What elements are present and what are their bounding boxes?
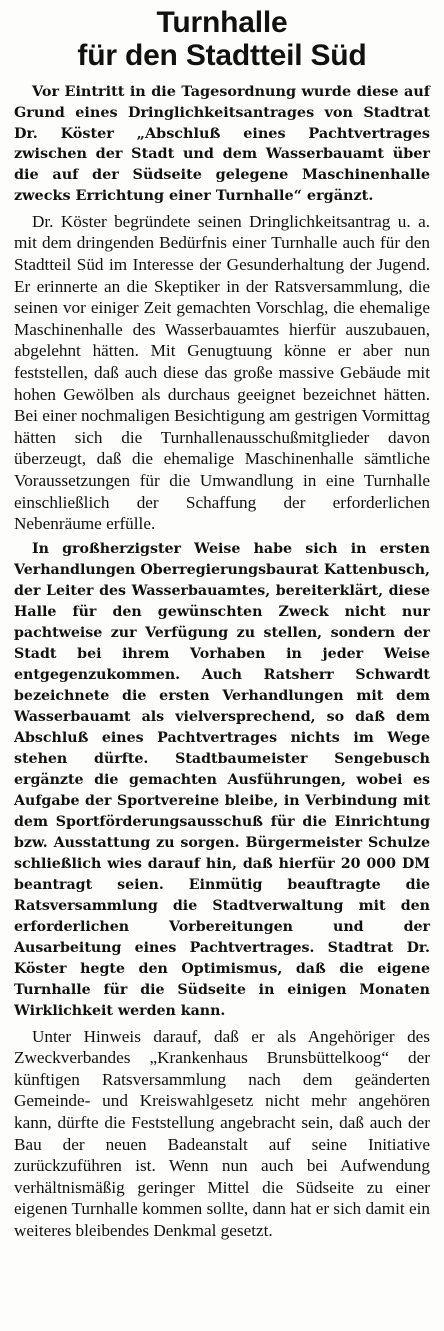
paragraph-negotiations: In großherzigster Weise habe sich in ersten Verhandlungen Oberregierungsbaurat Kattenbusch, der Leiter des Wasserbauamtes, bereiterklärt, diese Halle für den gewünschten Zweck nicht nur pachtweise zur Verfügung zu stellen, sondern der Stadt bei ihrem Vorhaben in jeder Weise entgegenzukommen. Auch Ratsherr Schwardt bezeichnete die ersten Verhandlungen mit dem Wasserbauamt als vielversprechend, so daß dem Abschluß eines Pachtvertrages nichts im Wege stehen dürfte. Stadtbaumeister Sengebusch ergänzte die gemachten Ausführungen, wobei es Aufgabe der Sportvereine bleibe, in Verbindung mit dem Sportförderungsausschuß für die Einrichtung bzw. Ausstattung zu sorgen. Bürgermeister Schulze schließlich wies darauf hin, daß hierfür 20 000 DM beantragt seien. Einmütig beauftragte die Ratsversammlung die Stadtverwaltung mit den erforderlichen Vorbereitungen und der Ausarbeitung eines Pachtvertrages. Stadtrat Dr. Köster hegte den Optimismus, daß die eigene Turnhalle für die Südseite in einigen Monaten Wirklichkeit werden kann. (14, 540, 430, 1019)
paragraph-koester-statement: Dr. Köster begründete seinen Dringlichkeitsantrag u. a. mit dem dringenden Bedürfnis einer Turnhalle auch für den Stadtteil Süd im Interesse der Gesunderhaltung der Jugend. Er erinnerte an die Skeptiker in der Ratsversammlung, die seinen vor einiger Zeit gemachten Vorschlag, die ehemalige Maschinenhalle des Wasserbauamtes hierfür auszubauen, abgelehnt hätten. Mit Genugtuung könne er aber nun feststellen, daß auch diese das große massive Gebäude mit hohen Gewölben als durchaus geeignet bezeichnet hätten. Bei einer nochmaligen Besichtigung am gestrigen Vormittag hätten sich die Turnhallenausschußmitglieder davon überzeugt, daß die ehemalige Maschinenhalle sämtliche Voraussetzungen für die Umwandlung in eine Turnhalle einschließlich der Schaffung der erforderlichen Nebenräume erfülle. (14, 211, 430, 534)
paragraph-closing: Unter Hinweis darauf, daß er als Angehöriger des Zweckverbandes „Krankenhaus Brunsbüttelkoog“ der künftigen Ratsversammlung nach dem geänderten Gemeinde- und Kreiswahlgesetz nicht mehr angehören kann, dürfte die Feststellung angebracht sein, daß auch der Bau der neuen Badeanstalt auf seine Initiative zurückzuführen ist. Wenn nun auch bei Aufwendung verhältnismäßig geringer Mittel die Südseite zu einer eigenen Turnhalle kommen sollte, dann hat er sich damit ein weiteres bleibendes Denkmal gesetzt. (14, 1026, 430, 1241)
paragraph-intro: Vor Eintritt in die Tagesordnung wurde diese auf Grund eines Dringlichkeitsantrages von Stadtrat Dr. Köster „Abschluß eines Pachtvertrages zwischen der Stadt und dem Wasserbauamt über die auf der Südseite gelegene Maschinenhalle zwecks Errichtung einer Turnhalle“ ergänzt. (14, 83, 430, 204)
headline-line-1: Turnhalle (156, 6, 288, 39)
article-headline (14, 6, 430, 72)
headline-line-2: für den Stadtteil Süd (77, 39, 367, 72)
